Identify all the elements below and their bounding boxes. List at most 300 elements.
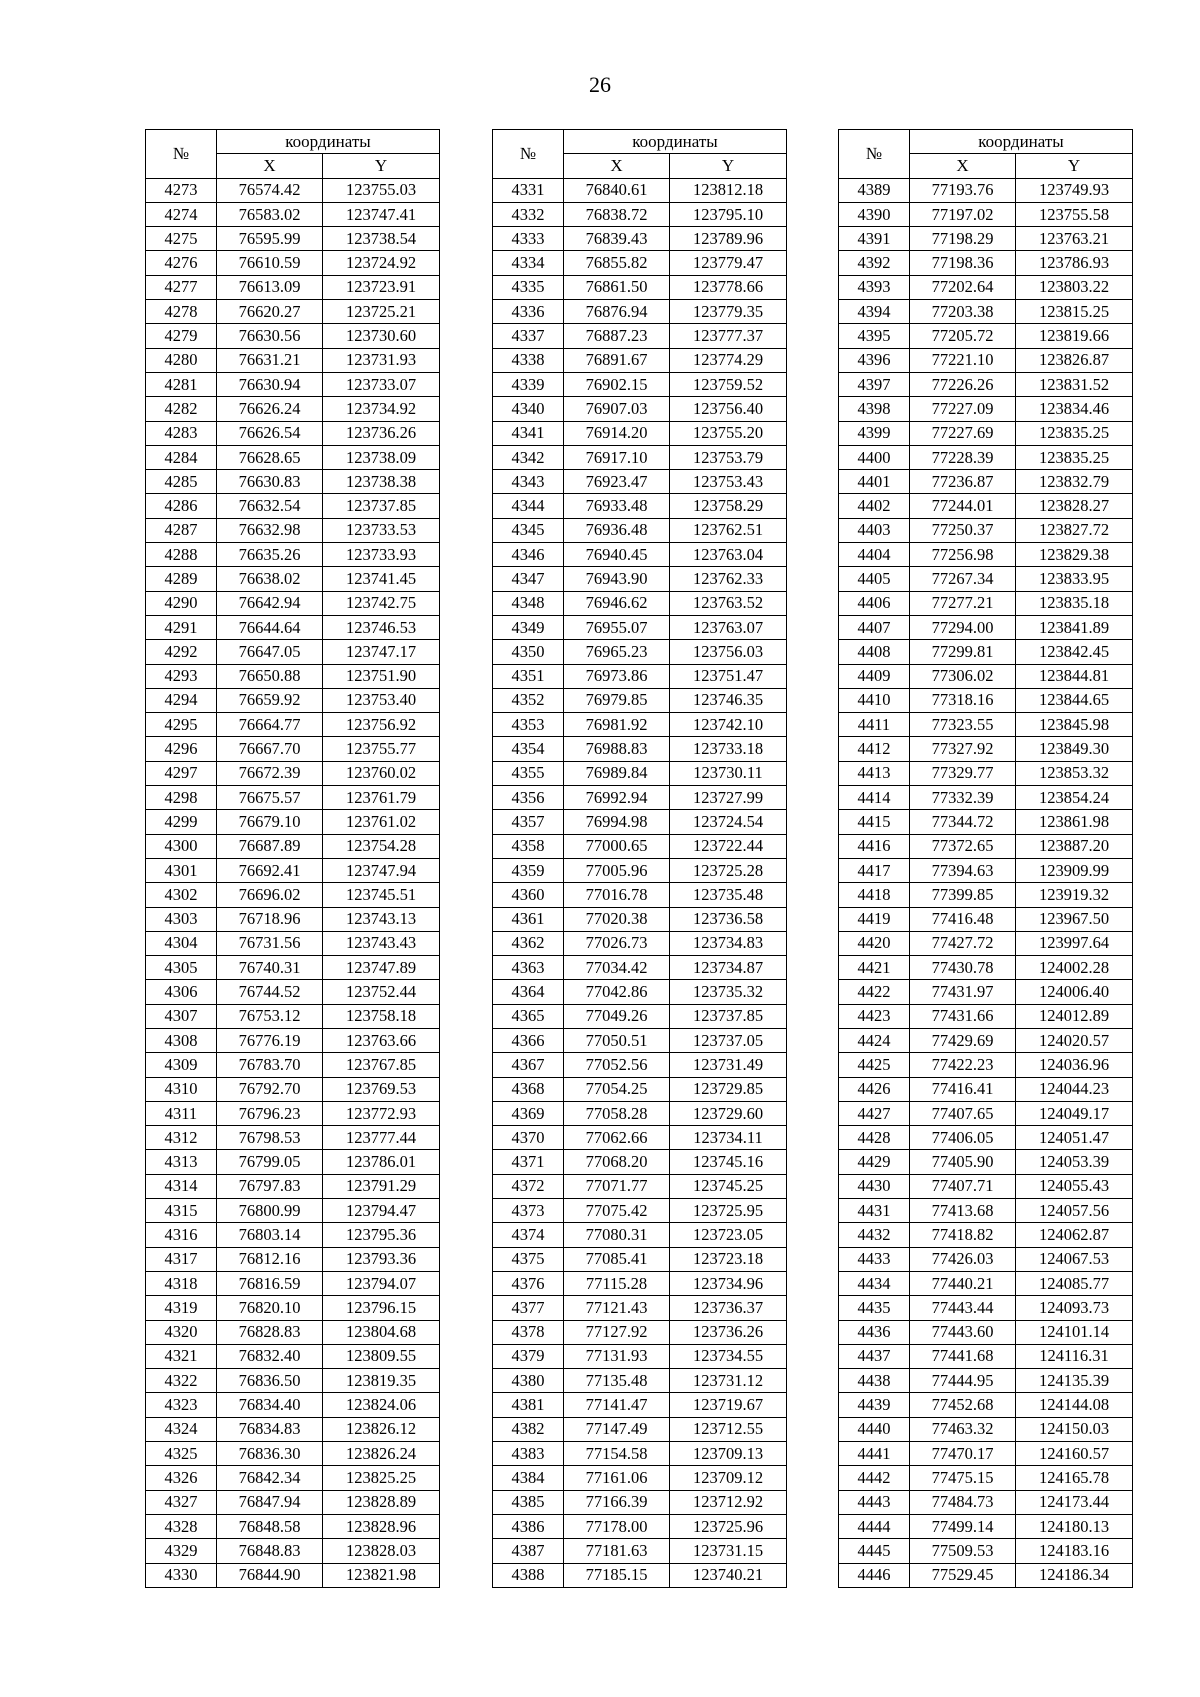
y-coordinate: 123761.79 <box>323 786 440 810</box>
table-row <box>146 445 440 469</box>
table-row <box>493 1126 787 1150</box>
y-coordinate: 123835.25 <box>1016 421 1133 445</box>
point-number: 4326 <box>146 1466 217 1490</box>
table-row <box>146 1369 440 1393</box>
point-number: 4440 <box>839 1417 910 1441</box>
y-coordinate: 123832.79 <box>1016 470 1133 494</box>
x-coordinate: 76630.83 <box>217 470 323 494</box>
x-coordinate: 77080.31 <box>564 1223 670 1247</box>
x-coordinate: 76834.40 <box>217 1393 323 1417</box>
x-coordinate: 77426.03 <box>910 1247 1016 1271</box>
y-coordinate: 123724.54 <box>670 810 787 834</box>
x-coordinate: 76692.41 <box>217 858 323 882</box>
y-coordinate: 123854.24 <box>1016 786 1133 810</box>
table-row <box>839 1053 1133 1077</box>
table-row <box>146 1028 440 1052</box>
table-row <box>493 397 787 421</box>
point-number: 4376 <box>493 1271 564 1295</box>
table-row <box>839 178 1133 202</box>
page-number: 26 <box>589 72 611 97</box>
point-number: 4311 <box>146 1101 217 1125</box>
point-number: 4286 <box>146 494 217 518</box>
point-number: 4322 <box>146 1369 217 1393</box>
y-coordinate: 123743.43 <box>323 931 440 955</box>
point-number: 4310 <box>146 1077 217 1101</box>
point-number: 4340 <box>493 397 564 421</box>
table-row <box>839 1199 1133 1223</box>
x-coordinate: 76638.02 <box>217 567 323 591</box>
table-row <box>146 1271 440 1295</box>
point-number: 4387 <box>493 1539 564 1563</box>
x-coordinate: 77499.14 <box>910 1514 1016 1538</box>
x-coordinate: 77407.65 <box>910 1101 1016 1125</box>
table-row <box>493 1150 787 1174</box>
x-coordinate: 77058.28 <box>564 1101 670 1125</box>
x-coordinate: 77327.92 <box>910 737 1016 761</box>
y-coordinate: 124101.14 <box>1016 1320 1133 1344</box>
x-coordinate: 76798.53 <box>217 1126 323 1150</box>
point-number: 4427 <box>839 1101 910 1125</box>
table-row <box>839 1296 1133 1320</box>
x-coordinate: 77062.66 <box>564 1126 670 1150</box>
point-number: 4375 <box>493 1247 564 1271</box>
y-coordinate: 123841.89 <box>1016 615 1133 639</box>
table-row <box>493 786 787 810</box>
x-coordinate: 77413.68 <box>910 1199 1016 1223</box>
x-coordinate: 76988.83 <box>564 737 670 761</box>
table-row <box>146 567 440 591</box>
y-coordinate: 123742.75 <box>323 591 440 615</box>
x-coordinate: 77127.92 <box>564 1320 670 1344</box>
point-number: 4426 <box>839 1077 910 1101</box>
y-coordinate: 123819.35 <box>323 1369 440 1393</box>
y-coordinate: 123730.60 <box>323 324 440 348</box>
y-coordinate: 123752.44 <box>323 980 440 1004</box>
point-number: 4436 <box>839 1320 910 1344</box>
x-coordinate: 77236.87 <box>910 470 1016 494</box>
y-coordinate: 124044.23 <box>1016 1077 1133 1101</box>
point-number: 4389 <box>839 178 910 202</box>
x-coordinate: 77444.95 <box>910 1369 1016 1393</box>
x-coordinate: 77131.93 <box>564 1344 670 1368</box>
y-coordinate: 124020.57 <box>1016 1028 1133 1052</box>
point-number: 4280 <box>146 348 217 372</box>
y-coordinate: 123834.46 <box>1016 397 1133 421</box>
table-row <box>493 567 787 591</box>
table-row <box>146 1320 440 1344</box>
y-coordinate: 123725.21 <box>323 300 440 324</box>
table-row <box>493 518 787 542</box>
y-coordinate: 124160.57 <box>1016 1442 1133 1466</box>
y-coordinate: 124053.39 <box>1016 1150 1133 1174</box>
table-row <box>839 591 1133 615</box>
table-row <box>839 421 1133 445</box>
y-coordinate: 123759.52 <box>670 372 787 396</box>
table-row <box>493 470 787 494</box>
table-row <box>146 713 440 737</box>
x-coordinate: 76973.86 <box>564 664 670 688</box>
y-coordinate: 123730.11 <box>670 761 787 785</box>
y-coordinate: 123736.26 <box>670 1320 787 1344</box>
x-coordinate: 76632.98 <box>217 518 323 542</box>
point-number: 4299 <box>146 810 217 834</box>
x-coordinate: 77372.65 <box>910 834 1016 858</box>
point-number: 4339 <box>493 372 564 396</box>
x-coordinate: 76832.40 <box>217 1344 323 1368</box>
x-coordinate: 76933.48 <box>564 494 670 518</box>
x-coordinate: 77034.42 <box>564 956 670 980</box>
table-row <box>839 1126 1133 1150</box>
point-number: 4357 <box>493 810 564 834</box>
y-coordinate: 123737.85 <box>670 1004 787 1028</box>
point-number: 4284 <box>146 445 217 469</box>
table-row <box>146 834 440 858</box>
table-row <box>146 980 440 1004</box>
y-coordinate: 124116.31 <box>1016 1344 1133 1368</box>
point-number: 4362 <box>493 931 564 955</box>
point-number: 4385 <box>493 1490 564 1514</box>
table-row <box>493 834 787 858</box>
y-coordinate: 123735.48 <box>670 883 787 907</box>
x-coordinate: 76583.02 <box>217 202 323 226</box>
y-coordinate: 123828.96 <box>323 1514 440 1538</box>
x-coordinate: 76696.02 <box>217 883 323 907</box>
table-row <box>839 1393 1133 1417</box>
point-number: 4367 <box>493 1053 564 1077</box>
y-coordinate: 123740.21 <box>670 1563 787 1587</box>
x-coordinate: 77161.06 <box>564 1466 670 1490</box>
x-coordinate: 76965.23 <box>564 640 670 664</box>
x-coordinate: 77005.96 <box>564 858 670 882</box>
table-row <box>493 664 787 688</box>
point-number: 4307 <box>146 1004 217 1028</box>
table-row <box>839 202 1133 226</box>
point-number: 4393 <box>839 275 910 299</box>
table-row <box>146 591 440 615</box>
point-number: 4277 <box>146 275 217 299</box>
x-coordinate: 77429.69 <box>910 1028 1016 1052</box>
x-coordinate: 77071.77 <box>564 1174 670 1198</box>
point-number: 4383 <box>493 1442 564 1466</box>
y-coordinate: 123803.22 <box>1016 275 1133 299</box>
table-row <box>146 1344 440 1368</box>
x-coordinate: 77135.48 <box>564 1369 670 1393</box>
x-coordinate: 76803.14 <box>217 1223 323 1247</box>
table-row <box>493 858 787 882</box>
table-row <box>493 1077 787 1101</box>
point-number: 4377 <box>493 1296 564 1320</box>
x-coordinate: 77121.43 <box>564 1296 670 1320</box>
point-number: 4353 <box>493 713 564 737</box>
x-coordinate: 77052.56 <box>564 1053 670 1077</box>
x-coordinate: 76753.12 <box>217 1004 323 1028</box>
x-coordinate: 76861.50 <box>564 275 670 299</box>
y-coordinate: 123833.95 <box>1016 567 1133 591</box>
x-coordinate: 77441.68 <box>910 1344 1016 1368</box>
y-coordinate: 123997.64 <box>1016 931 1133 955</box>
point-number: 4336 <box>493 300 564 324</box>
x-coordinate: 76647.05 <box>217 640 323 664</box>
table-row <box>839 956 1133 980</box>
point-number: 4423 <box>839 1004 910 1028</box>
point-number: 4337 <box>493 324 564 348</box>
x-coordinate: 77329.77 <box>910 761 1016 785</box>
y-coordinate: 123753.79 <box>670 445 787 469</box>
point-number: 4380 <box>493 1369 564 1393</box>
x-coordinate: 76718.96 <box>217 907 323 931</box>
point-number: 4281 <box>146 372 217 396</box>
x-coordinate: 77431.66 <box>910 1004 1016 1028</box>
point-number: 4374 <box>493 1223 564 1247</box>
x-coordinate: 76839.43 <box>564 227 670 251</box>
table-row <box>146 615 440 639</box>
point-number: 4359 <box>493 858 564 882</box>
table-row <box>493 1247 787 1271</box>
y-coordinate: 123760.02 <box>323 761 440 785</box>
table-row <box>146 858 440 882</box>
coordinates-header: координаты <box>564 130 787 154</box>
x-coordinate: 76834.83 <box>217 1417 323 1441</box>
point-number: 4413 <box>839 761 910 785</box>
x-coordinate: 77147.49 <box>564 1417 670 1441</box>
x-coordinate: 77418.82 <box>910 1223 1016 1247</box>
y-coordinate: 123723.18 <box>670 1247 787 1271</box>
point-number: 4410 <box>839 688 910 712</box>
point-number: 4306 <box>146 980 217 1004</box>
x-coordinate: 76836.50 <box>217 1369 323 1393</box>
x-coordinate: 76626.54 <box>217 421 323 445</box>
y-coordinate: 123828.27 <box>1016 494 1133 518</box>
x-coordinate: 76620.27 <box>217 300 323 324</box>
x-coordinate: 76630.94 <box>217 372 323 396</box>
y-coordinate: 124093.73 <box>1016 1296 1133 1320</box>
x-coordinate: 76812.16 <box>217 1247 323 1271</box>
x-coordinate: 76994.98 <box>564 810 670 834</box>
table-row <box>493 1466 787 1490</box>
point-number: 4429 <box>839 1150 910 1174</box>
table-row <box>493 761 787 785</box>
x-coordinate: 77244.01 <box>910 494 1016 518</box>
y-coordinate: 123829.38 <box>1016 543 1133 567</box>
table-row <box>493 1053 787 1077</box>
table-row <box>146 761 440 785</box>
point-number: 4317 <box>146 1247 217 1271</box>
table-row <box>146 470 440 494</box>
point-number: 4415 <box>839 810 910 834</box>
point-number: 4425 <box>839 1053 910 1077</box>
y-coordinate: 123826.24 <box>323 1442 440 1466</box>
point-number: 4424 <box>839 1028 910 1052</box>
point-number: 4304 <box>146 931 217 955</box>
y-coordinate: 123815.25 <box>1016 300 1133 324</box>
y-coordinate: 124012.89 <box>1016 1004 1133 1028</box>
x-coordinate: 77181.63 <box>564 1539 670 1563</box>
y-coordinate: 123762.33 <box>670 567 787 591</box>
point-number: 4345 <box>493 518 564 542</box>
y-coordinate: 123835.18 <box>1016 591 1133 615</box>
x-header: X <box>564 154 670 178</box>
point-number: 4330 <box>146 1563 217 1587</box>
x-coordinate: 76936.48 <box>564 518 670 542</box>
x-coordinate: 77318.16 <box>910 688 1016 712</box>
x-coordinate: 76989.84 <box>564 761 670 785</box>
y-coordinate: 124055.43 <box>1016 1174 1133 1198</box>
y-coordinate: 123737.05 <box>670 1028 787 1052</box>
x-coordinate: 76650.88 <box>217 664 323 688</box>
point-number: 4428 <box>839 1126 910 1150</box>
x-coordinate: 77049.26 <box>564 1004 670 1028</box>
point-number: 4435 <box>839 1296 910 1320</box>
point-number: 4379 <box>493 1344 564 1368</box>
y-coordinate: 123887.20 <box>1016 834 1133 858</box>
y-coordinate: 123763.04 <box>670 543 787 567</box>
table-row <box>146 1126 440 1150</box>
x-coordinate: 76659.92 <box>217 688 323 712</box>
point-number: 4302 <box>146 883 217 907</box>
point-number: 4335 <box>493 275 564 299</box>
point-number: 4402 <box>839 494 910 518</box>
x-coordinate: 77470.17 <box>910 1442 1016 1466</box>
y-coordinate: 123746.35 <box>670 688 787 712</box>
x-coordinate: 76796.23 <box>217 1101 323 1125</box>
x-coordinate: 77344.72 <box>910 810 1016 834</box>
table-row <box>839 1563 1133 1587</box>
x-coordinate: 77085.41 <box>564 1247 670 1271</box>
point-number: 4305 <box>146 956 217 980</box>
y-coordinate: 123725.28 <box>670 858 787 882</box>
y-coordinate: 123763.66 <box>323 1028 440 1052</box>
table-row <box>146 251 440 275</box>
x-coordinate: 77323.55 <box>910 713 1016 737</box>
point-number: 4282 <box>146 397 217 421</box>
point-number: 4405 <box>839 567 910 591</box>
table-row <box>839 1271 1133 1295</box>
y-coordinate: 123738.38 <box>323 470 440 494</box>
y-coordinate: 123821.98 <box>323 1563 440 1587</box>
table-row <box>839 348 1133 372</box>
point-number: 4343 <box>493 470 564 494</box>
point-number: 4392 <box>839 251 910 275</box>
x-coordinate: 76631.21 <box>217 348 323 372</box>
point-number: 4355 <box>493 761 564 785</box>
y-coordinate: 123747.94 <box>323 858 440 882</box>
point-number: 4419 <box>839 907 910 931</box>
coordinates-header: координаты <box>217 130 440 154</box>
x-coordinate: 77440.21 <box>910 1271 1016 1295</box>
y-coordinate: 123723.91 <box>323 275 440 299</box>
coordinates-table-3 <box>838 129 1133 1588</box>
point-number: 4342 <box>493 445 564 469</box>
x-coordinate: 77221.10 <box>910 348 1016 372</box>
x-coordinate: 76744.52 <box>217 980 323 1004</box>
point-number: 4314 <box>146 1174 217 1198</box>
y-header: Y <box>1016 154 1133 178</box>
x-coordinate: 76630.56 <box>217 324 323 348</box>
x-coordinate: 76626.24 <box>217 397 323 421</box>
y-coordinate: 123789.96 <box>670 227 787 251</box>
x-coordinate: 76946.62 <box>564 591 670 615</box>
x-coordinate: 77068.20 <box>564 1150 670 1174</box>
point-number: 4366 <box>493 1028 564 1052</box>
y-coordinate: 124049.17 <box>1016 1101 1133 1125</box>
x-coordinate: 77228.39 <box>910 445 1016 469</box>
table-row <box>146 1563 440 1587</box>
x-coordinate: 76836.30 <box>217 1442 323 1466</box>
table-row <box>839 883 1133 907</box>
x-coordinate: 77016.78 <box>564 883 670 907</box>
point-number: 4437 <box>839 1344 910 1368</box>
table-row <box>839 761 1133 785</box>
x-coordinate: 77463.32 <box>910 1417 1016 1441</box>
y-coordinate: 123826.87 <box>1016 348 1133 372</box>
y-coordinate: 123724.92 <box>323 251 440 275</box>
point-number: 4382 <box>493 1417 564 1441</box>
y-coordinate: 123827.72 <box>1016 518 1133 542</box>
y-coordinate: 123709.13 <box>670 1442 787 1466</box>
table-row <box>493 1101 787 1125</box>
y-coordinate: 123777.37 <box>670 324 787 348</box>
point-number: 4298 <box>146 786 217 810</box>
point-number: 4321 <box>146 1344 217 1368</box>
y-coordinate: 124006.40 <box>1016 980 1133 1004</box>
table-row <box>146 1174 440 1198</box>
y-coordinate: 123745.51 <box>323 883 440 907</box>
point-number: 4295 <box>146 713 217 737</box>
table-row <box>839 713 1133 737</box>
x-coordinate: 76923.47 <box>564 470 670 494</box>
y-coordinate: 123796.15 <box>323 1296 440 1320</box>
x-coordinate: 76914.20 <box>564 421 670 445</box>
x-coordinate: 76847.94 <box>217 1490 323 1514</box>
point-number: 4364 <box>493 980 564 1004</box>
point-number: 4350 <box>493 640 564 664</box>
y-coordinate: 123746.53 <box>323 615 440 639</box>
x-coordinate: 77299.81 <box>910 640 1016 664</box>
y-coordinate: 123842.45 <box>1016 640 1133 664</box>
point-number: 4312 <box>146 1126 217 1150</box>
table-row <box>839 251 1133 275</box>
x-coordinate: 77294.00 <box>910 615 1016 639</box>
table-row <box>839 397 1133 421</box>
y-coordinate: 123755.58 <box>1016 202 1133 226</box>
table-row <box>493 1563 787 1587</box>
x-coordinate: 77267.34 <box>910 567 1016 591</box>
table-row <box>839 445 1133 469</box>
point-number: 4407 <box>839 615 910 639</box>
table-row <box>146 688 440 712</box>
y-coordinate: 123793.36 <box>323 1247 440 1271</box>
header-row <box>146 130 440 154</box>
point-number: 4279 <box>146 324 217 348</box>
header-row <box>493 130 787 154</box>
y-coordinate: 123731.93 <box>323 348 440 372</box>
y-coordinate: 123745.16 <box>670 1150 787 1174</box>
x-coordinate: 77332.39 <box>910 786 1016 810</box>
y-coordinate: 123733.18 <box>670 737 787 761</box>
x-coordinate: 77227.09 <box>910 397 1016 421</box>
x-coordinate: 76632.54 <box>217 494 323 518</box>
point-number: 4308 <box>146 1028 217 1052</box>
x-header: X <box>910 154 1016 178</box>
table-row <box>493 591 787 615</box>
y-header: Y <box>323 154 440 178</box>
table-row <box>839 858 1133 882</box>
y-coordinate: 123861.98 <box>1016 810 1133 834</box>
point-number: 4309 <box>146 1053 217 1077</box>
point-number: 4348 <box>493 591 564 615</box>
table-row <box>839 227 1133 251</box>
x-coordinate: 77256.98 <box>910 543 1016 567</box>
